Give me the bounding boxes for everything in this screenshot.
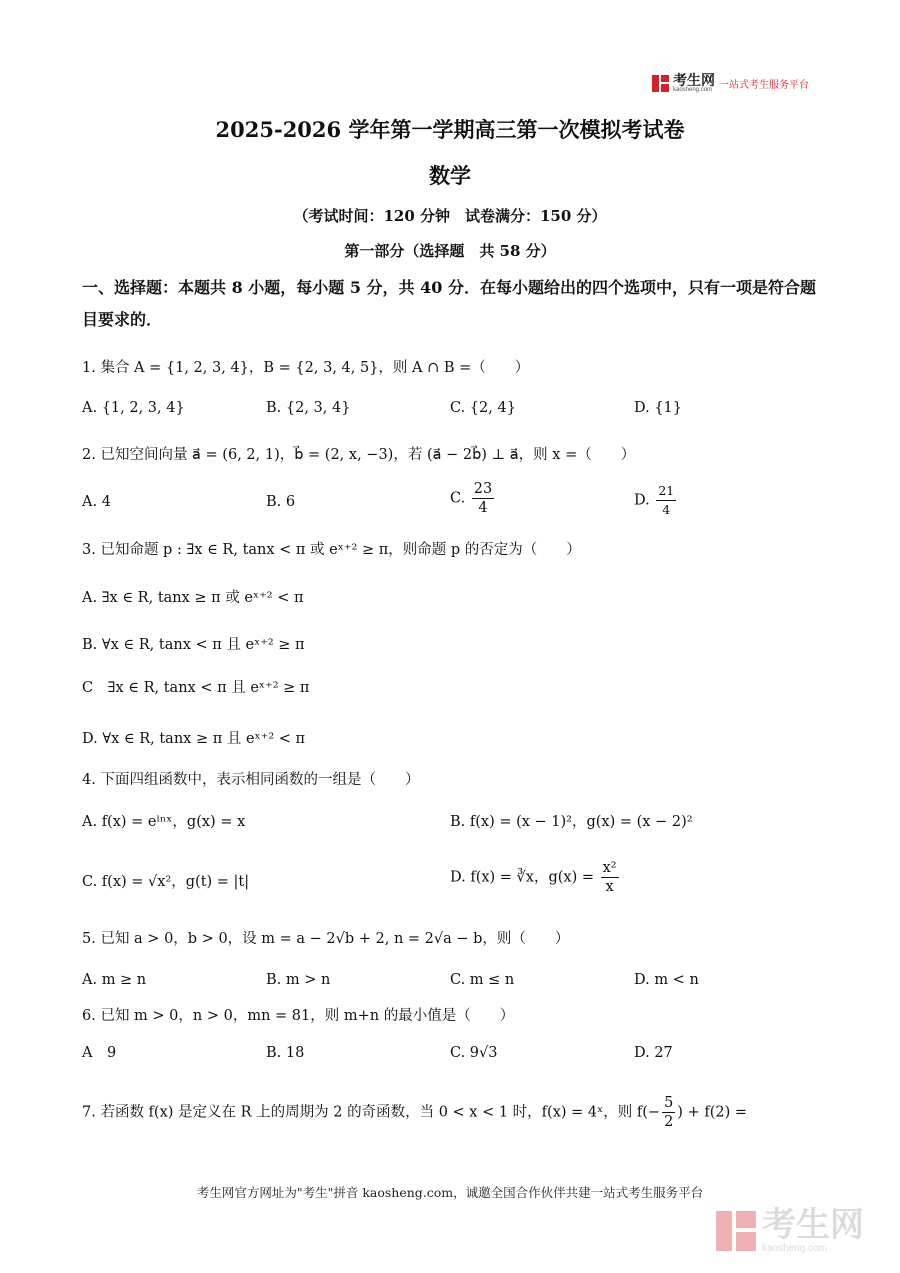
watermark-domain: kaosheng.com bbox=[762, 1243, 828, 1254]
question-3-option-c: C ∃x ∈ R, tanx < π 且 eˣ⁺² ≥ π bbox=[82, 680, 310, 696]
question-2-option-a: A. 4 bbox=[82, 494, 111, 510]
fraction-denominator: 4 bbox=[478, 500, 488, 516]
exam-subject: 数学 bbox=[429, 163, 471, 188]
question-3-option-a: A. ∃x ∈ R, tanx ≥ π 或 eˣ⁺² < π bbox=[82, 590, 304, 606]
question-6-option-d: D. 27 bbox=[634, 1045, 673, 1061]
question-1-option-a: A. {1, 2, 3, 4} bbox=[82, 400, 185, 416]
question-5-stem: 5. 已知 a > 0，b > 0，设 m = a − 2√b + 2, n = 2√a − b，则（ ） bbox=[82, 931, 570, 947]
question-2-option-c bbox=[450, 480, 496, 517]
fraction-denominator: 4 bbox=[662, 502, 671, 517]
fraction-denominator: x bbox=[605, 879, 614, 895]
question-4-option-d bbox=[450, 859, 621, 896]
question-1-option-c: C. {2, 4} bbox=[450, 400, 516, 416]
fraction-numerator: 23 bbox=[473, 481, 493, 497]
option-label: D. bbox=[634, 492, 650, 509]
logo-domain: kaosheng.com bbox=[673, 86, 713, 93]
question-6-option-c: C. 9√3 bbox=[450, 1045, 498, 1061]
question-3-option-b: B. ∀x ∈ R, tanx < π 且 eˣ⁺² ≥ π bbox=[82, 637, 305, 653]
option-prefix: D. f(x) = ∛x，g(x) = bbox=[450, 869, 595, 886]
question-1-stem: 1. 集合 A = {1, 2, 3, 4}，B = {2, 3, 4, 5}，则 A ∩ B =（ ） bbox=[82, 360, 530, 376]
question-3-option-d: D. ∀x ∈ R, tanx ≥ π 且 eˣ⁺² < π bbox=[82, 731, 306, 747]
fraction bbox=[601, 859, 619, 896]
logo-name: 考生网 bbox=[673, 71, 715, 88]
fraction-numerator: 21 bbox=[656, 482, 676, 501]
question-7-stem bbox=[82, 1094, 747, 1131]
part-heading: 第一部分（选择题 共 58 分） bbox=[344, 242, 556, 260]
question-7-stem-suffix: ) + f(2) = bbox=[677, 1104, 747, 1121]
question-6-stem: 6. 已知 m > 0，n > 0，mn = 81，则 m+n 的最小值是（ ） bbox=[82, 1008, 515, 1024]
question-5-option-c: C. m ≤ n bbox=[450, 972, 515, 988]
exam-info: （考试时间：120 分钟 试卷满分：150 分） bbox=[293, 207, 607, 225]
question-4-stem: 4. 下面四组函数中，表示相同函数的一组是（ ） bbox=[82, 772, 420, 788]
section-heading: 一、选择题：本题共 8 小题，每小题 5 分，共 40 分．在每小题给出的四个选项中，只有一项是符合题目要求的． bbox=[82, 278, 816, 329]
question-5-option-a: A. m ≥ n bbox=[82, 972, 147, 988]
site-logo bbox=[652, 72, 809, 94]
question-2-stem: 2. 已知空间向量 a⃗ = (6, 2, 1)，b⃗ = (2, x, −3)，若 (a⃗ − 2b⃗) ⊥ a⃗，则 x =（ ） bbox=[82, 447, 636, 463]
page-footer: 考生网官方网址为"考生"拼音 kaosheng.com，诚邀全国合作伙伴共建一站式考生服务平台 bbox=[196, 1185, 704, 1200]
fraction-numerator: x² bbox=[602, 860, 617, 876]
watermark-name: 考生网 bbox=[762, 1206, 864, 1244]
question-2-option-b: B. 6 bbox=[266, 494, 296, 510]
question-4-option-b: B. f(x) = (x − 1)²，g(x) = (x − 2)² bbox=[450, 814, 693, 830]
fraction bbox=[472, 480, 494, 517]
question-6-option-b: B. 18 bbox=[266, 1045, 305, 1061]
question-3-stem: 3. 已知命题 p : ∃x ∈ R, tanx < π 或 eˣ⁺² ≥ π，则命题 p 的否定为（ ） bbox=[82, 542, 581, 558]
question-2-option-d bbox=[634, 482, 678, 519]
watermark bbox=[716, 1207, 864, 1254]
question-4-option-a: A. f(x) = eˡⁿˣ，g(x) = x bbox=[82, 814, 246, 830]
watermark-logo-icon bbox=[716, 1211, 756, 1251]
logo-icon bbox=[652, 75, 669, 92]
question-6-option-a: A 9 bbox=[82, 1045, 117, 1061]
question-1-option-d: D. {1} bbox=[634, 400, 683, 416]
fraction-numerator: 5 bbox=[664, 1095, 674, 1111]
option-label: C. bbox=[450, 490, 466, 507]
exam-title: 2025-2026 学年第一学期高三第一次模拟考试卷 bbox=[215, 117, 685, 142]
question-7-stem-prefix: 7. 若函数 f(x) 是定义在 R 上的周期为 2 的奇函数，当 0 < x < 1 时，f(x) = 4ˣ，则 f(− bbox=[82, 1104, 661, 1121]
question-5-option-d: D. m < n bbox=[634, 972, 699, 988]
question-1-option-b: B. {2, 3, 4} bbox=[266, 400, 351, 416]
fraction bbox=[656, 482, 676, 519]
logo-slogan: 一站式考生服务平台 bbox=[719, 79, 809, 91]
question-5-option-b: B. m > n bbox=[266, 972, 331, 988]
fraction bbox=[662, 1094, 675, 1131]
question-4-option-c: C. f(x) = √x²，g(t) = |t| bbox=[82, 874, 250, 890]
fraction-denominator: 2 bbox=[664, 1114, 674, 1130]
